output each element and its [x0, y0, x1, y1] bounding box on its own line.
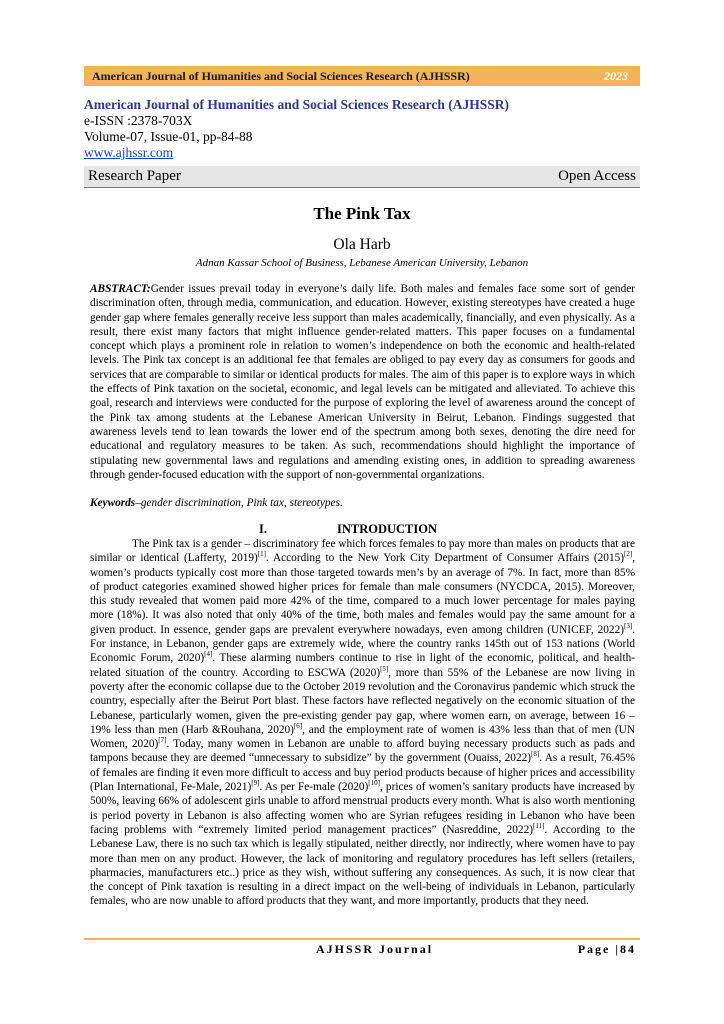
header-journal-title: American Journal of Humanities and Social Sciences Research (AJHSSR): [92, 69, 470, 83]
citation-ref: [11]: [533, 822, 545, 831]
intro-text: . For instance, in Lebanon, gender gaps are extremely wide, where the country ranks 145th out of 153 nations (World Economic Forum, 2020): [90, 623, 635, 665]
paper-type-label: Research Paper: [88, 168, 181, 184]
masthead-journal-name: American Journal of Humanities and Social Sciences Research (AJHSSR): [84, 97, 509, 112]
intro-text: . As a result, 76.45% of females are finding it even more difficult to access and buy period products because of higher prices and accessibility (Plan International, Fe-Male, 2021): [90, 752, 635, 794]
abstract: [90, 282, 635, 482]
citation-ref: [6]: [293, 722, 303, 731]
footer-page-number: Page |84: [577, 942, 636, 956]
footer-rule: [84, 938, 640, 940]
keywords: [90, 497, 635, 509]
intro-text: , and the employment rate of women is 43% less than that of men (UN Women, 2020): [90, 723, 635, 751]
section-number: I.: [259, 522, 267, 536]
intro-text: The Pink tax is a gender – discriminatory fee which forces females to pay more than males on products that are similar or identical (Lafferty, 2019): [90, 538, 635, 565]
paper-type-bar: [84, 166, 640, 188]
citation-ref: [4]: [204, 650, 213, 659]
footer-journal: AJHSSR Journal: [316, 942, 434, 956]
article-title: The Pink Tax: [313, 204, 411, 223]
intro-text: . As per Fe-male (2020): [259, 781, 369, 794]
intro-text: . Today, many women in Lebanon are unable to afford buying necessary products such as pads and tampons because they are deemed “unnecessary to subsidize” by the government (Ouaiss, 2022): [90, 738, 635, 765]
abstract-text: Gender issues prevail today in everyone’s daily life. Both males and females face some sort of gender discrimination often, through media, communication, and education. However, existing stereotypes have created a huge gender gap where females generally receive less support than males academically, financially, and even physically. As a result, there exist many factors that might influence gender-related matters. This paper focuses on a fundamental concept which plays a prominent role in relation to women’s independence on both the economic and health-related levels. The Pink tax concept is an additional fee that females are obliged to pay every day as consumers for goods and services that are comparable to similar or identical products for males. The aim of this paper is to explore ways in which the effects of Pink taxation on the societal, economic, and legal levels can be mitigated and alleviated. To achieve this goal, research and interviews were conducted for the purpose of exploring the level of awareness around the concept of the Pink tax among students at the Lebanese American University in Beirut, Lebanon. Findings suggested that awareness levels tend to lean towards the lower end of the spectrum among both sexes, denoting the dire need for educational and regulatory measures to be taken. As such, recommendations should highlight the importance of stipulating new governmental laws and regulations and amending existing ones, in addition to spreading awareness through gender-focused education with the support of non-governmental organizations.: [90, 283, 635, 481]
keywords-text: –gender discrimination, Pink tax, stereotypes.: [135, 497, 343, 509]
author-affiliation: Adnan Kassar School of Business, Lebanese American University, Lebanon: [195, 257, 529, 269]
masthead: [84, 97, 640, 161]
article-author: Ola Harb: [333, 236, 391, 253]
masthead-website-link[interactable]: www.ajhssr.com: [84, 145, 174, 160]
citation-ref: [7]: [158, 736, 167, 745]
intro-text: , more than 55% of the Lebanese are now living in poverty after the economic collapse due to the October 2019 revolution and the Coronavirus pandemic which struck the country, especially after the Beirut Port blast. These factors have reflected negatively on the economic situation of the Lebanese, particularly women, given the pre-existing gender pay gap, where women earn, on average, between 16 – 19% less than men (Harb &Rouhana, 2020): [90, 666, 635, 736]
masthead-volume: Volume-07, Issue-01, pp-84-88: [84, 129, 253, 144]
masthead-issn: e-ISSN :2378-703X: [84, 113, 193, 128]
section-title: INTRODUCTION: [337, 522, 438, 536]
intro-text: . According to the Lebanese Law, there is no such tax which is legally stipulated, neither directly, nor indirectly, where women have to pay more than men on any product. However, the lack of monitoring and regulatory procedures has left sellers (retailers, pharmacies, manufacturers etc..) price as they wish, without suffering any consequences. As such, it is now clear that the concept of Pink taxation is resulting in a direct impact on the well-being of individuals in Lebanon, particularly females, who are now unable to afford products that they want, and more importantly, products that they need.: [90, 823, 635, 908]
open-access-label: Open Access: [558, 168, 636, 184]
citation-ref: [5]: [380, 664, 389, 673]
abstract-label: ABSTRACT:: [90, 283, 151, 295]
keywords-label: Keywords: [90, 497, 136, 509]
citation-ref: [2]: [624, 550, 633, 559]
intro-text: , women’s products typically cost more than those targeted towards men’s by an average of 7%. In fact, more than 85% of product categories examined showed higher prices for female than male consumers (NYCDCA, 2015). Moreover, this study revealed that women paid more 42% of the time, compared to a much lower percentage for males paying more (18%). It was also noted that only 40% of the time, both males and females would pay the same amount for a given product. In essence, gender gaps are prevalent everywhere nowadays, even among children (UNICEF, 2022): [90, 552, 636, 636]
citation-ref: [8]: [531, 750, 540, 759]
citation-ref: [10]: [368, 779, 380, 788]
intro-text: . According to the New York City Department of Consumer Affairs (2015): [266, 552, 625, 565]
introduction-paragraph: [90, 537, 635, 909]
intro-text: . These alarming numbers continue to rise in light of the economic, political, and health-related situation of the country. According to ESCWA (2020): [90, 652, 635, 679]
header-year: 2023: [604, 69, 628, 83]
journal-header-band: [84, 66, 640, 86]
citation-ref: [1]: [257, 550, 266, 559]
citation-ref: [3]: [624, 622, 633, 631]
intro-text: , prices of women’s sanitary products have increased by 500%, leaving 66% of adolescent girls unable to afford menstrual products every month. What is also worth mentioning is period poverty in Lebanon is also affecting women who are Syrian refugees residing in Lebanon who have been facing problems with “extremely limited period management practices” (Nasreddine, 2022): [90, 781, 636, 836]
citation-ref: [9]: [251, 779, 260, 788]
